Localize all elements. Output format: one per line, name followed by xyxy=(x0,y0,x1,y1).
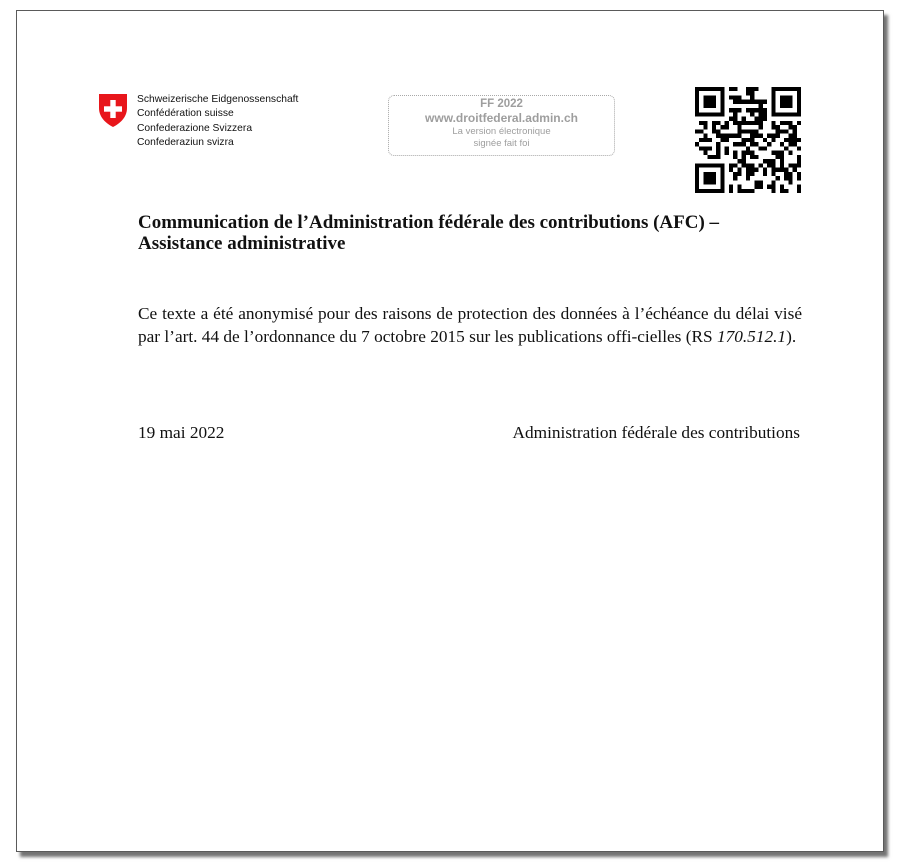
title-line-1: Communication de l’Administration fédérale des contributions (AFC) – xyxy=(138,212,720,233)
authority-line-fr: Confédération suisse xyxy=(137,108,234,120)
body-paragraph xyxy=(138,302,802,348)
title-line-2: Assistance administrative xyxy=(138,233,346,254)
body-text-end: ). xyxy=(786,327,797,346)
legal-reference: 170.512.1 xyxy=(716,327,787,346)
official-version-stamp xyxy=(388,95,615,156)
qr-code-icon xyxy=(695,87,801,193)
signatory: Administration fédérale des contributions xyxy=(512,423,800,442)
stamp-note-line1: La version électronique xyxy=(452,126,551,137)
body-text: Ce texte a été anonymisé pour des raisons de protection des données à l’échéance du délai visé par l’art. 44 de l’ordonnance du 7 octobre 2015 sur les publications offi-cielles (RS xyxy=(138,304,802,346)
authority-line-de: Schweizerische Eidgenossenschaft xyxy=(137,94,299,105)
authority-name xyxy=(137,93,337,151)
stamp-reference: FF 2022 xyxy=(480,98,523,110)
document-title xyxy=(138,212,803,254)
authority-line-rm: Confederaziun svizra xyxy=(137,137,234,149)
document-date: 19 mai 2022 xyxy=(138,423,225,442)
authority-line-it: Confederazione Svizzera xyxy=(137,122,253,134)
stamp-website: www.droitfederal.admin.ch xyxy=(425,111,578,125)
document-page xyxy=(16,10,884,852)
swiss-shield-icon xyxy=(97,92,129,128)
stamp-note-line2: signée fait foi xyxy=(473,138,530,149)
